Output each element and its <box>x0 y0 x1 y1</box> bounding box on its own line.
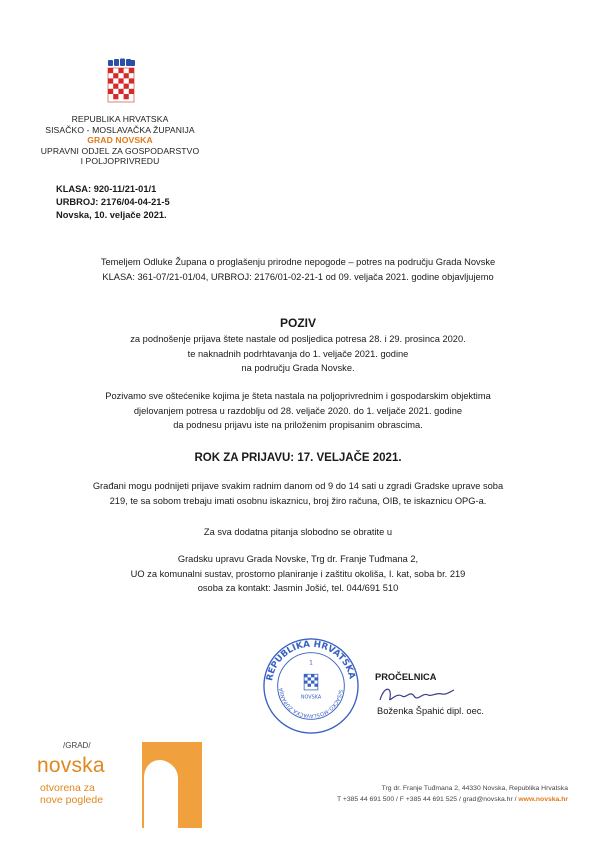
invitation-paragraph <box>40 389 556 433</box>
submission-paragraph <box>40 479 556 508</box>
footer-address: Trg dr. Franje Tuđmana 2, 44330 Novska, Republika Hrvatska <box>381 785 568 792</box>
subtitle-paragraph <box>40 332 556 376</box>
stamp-center-text: NOVSKA <box>300 694 322 701</box>
slogan-line: otvorena za <box>40 782 95 794</box>
contact-line: osoba za kontakt: Jasmin Jošić, tel. 044/691 510 <box>197 583 399 594</box>
intro-paragraph <box>40 255 556 284</box>
header-line-department: UPRAVNI ODJEL ZA GOSPODARSTVO <box>40 145 200 156</box>
paragraph-line: Pozivamo sve oštećenike kojima je šteta nastala na poljoprivrednim i gospodarskim objektima <box>105 391 491 401</box>
header-line-country: REPUBLIKA HRVATSKA <box>71 114 169 124</box>
subtitle-line: te naknadnih podrhtavanja do 1. veljače 2021. godine <box>187 348 409 359</box>
coat-of-arms-icon <box>105 58 137 104</box>
paragraph-line: Građani mogu podnijeti prijave svakim radnim danom od 9 do 14 sati u zgradi Gradske uprave soba <box>92 481 504 491</box>
paragraph-line: da podnesu prijavu iste na priloženim propisanim obrascima. <box>173 420 423 431</box>
subtitle-line: za podnošenje prijava štete nastale od posljedica potresa 28. i 29. prosinca 2020. <box>130 334 466 344</box>
official-stamp-icon <box>262 637 360 735</box>
deadline-heading: ROK ZA PRIJAVU: 17. VELJAČE 2021. <box>194 452 402 464</box>
stamp-number: 1 <box>309 660 313 667</box>
brand-name: novska <box>37 754 105 777</box>
contact-paragraph <box>40 552 556 596</box>
paragraph-line: 219, te sa sobom trebaju imati osobnu iskaznicu, broj žiro računa, OIB, te iskaznicu OPG-a. <box>109 495 487 506</box>
header-line-city: GRAD NOVSKA <box>87 135 153 146</box>
questions-paragraph: Za sva dodatna pitanja slobodno se obratite u <box>203 527 393 537</box>
contact-line: UO za komunalni sustav, prostorno planiranje i zaštitu okoliša, I. kat, soba br. 219 <box>130 568 466 579</box>
document-date: Novska, 10. veljače 2021. <box>56 210 167 221</box>
subtitle-line: na području Grada Novske. <box>241 363 355 374</box>
header-line-county: SISAČKO - MOSLAVAČKA ŽUPANIJA <box>45 124 195 135</box>
footer-website-link[interactable]: www.novska.hr <box>518 796 568 803</box>
footer-fax: F +385 44 691 525 <box>399 796 458 803</box>
intro-line: KLASA: 361-07/21-01/04, URBROJ: 2176/01-02-21-1 od 09. veljača 2021. godine objavljujemo <box>102 271 494 282</box>
svg-text:SISAČKO-MOSLAVAČKA ŽUPANIJA <box>279 687 344 719</box>
footer-email[interactable]: grad@novska.hr <box>462 796 513 803</box>
document-meta <box>56 183 170 223</box>
signatory-name: Boženka Špahić dipl. oec. <box>377 706 484 716</box>
header-line-department-2: I POLJOPRIVREDU <box>80 156 160 167</box>
klasa: KLASA: 920-11/21-01/1 <box>56 184 157 194</box>
slogan-line: nove poglede <box>40 794 104 806</box>
urbroj: URBROJ: 2176/04-04-21-5 <box>56 197 170 208</box>
document-title: POZIV <box>279 316 316 330</box>
footer-contacts: T +385 44 691 500 / F +385 44 691 525 / grad@novska.hr / www.novska.hr <box>336 796 568 803</box>
stamp-inner-text: SISAČKO-MOSLAVAČKA ŽUPANIJA <box>278 687 344 719</box>
paragraph-line: djelovanjem potresa u razdoblju od 28. veljače 2020. do 1. veljače 2021. godine <box>133 405 463 416</box>
intro-line: Temeljem Odluke Župana o proglašenju prirodne nepogode – potres na području Grada Novske <box>100 257 496 267</box>
contact-line: Gradsku upravu Grada Novske, Trg dr. Franje Tuđmana 2, <box>177 554 419 564</box>
signatory-role: PROČELNICA <box>375 672 437 682</box>
stamp-outer-text: REPUBLIKA HRVATSKA <box>265 639 357 682</box>
issuer-header <box>30 114 210 167</box>
brand-slogan <box>40 782 103 806</box>
brand-tag: /GRAD/ <box>63 741 91 750</box>
footer-phone: T +385 44 691 500 <box>336 796 395 803</box>
